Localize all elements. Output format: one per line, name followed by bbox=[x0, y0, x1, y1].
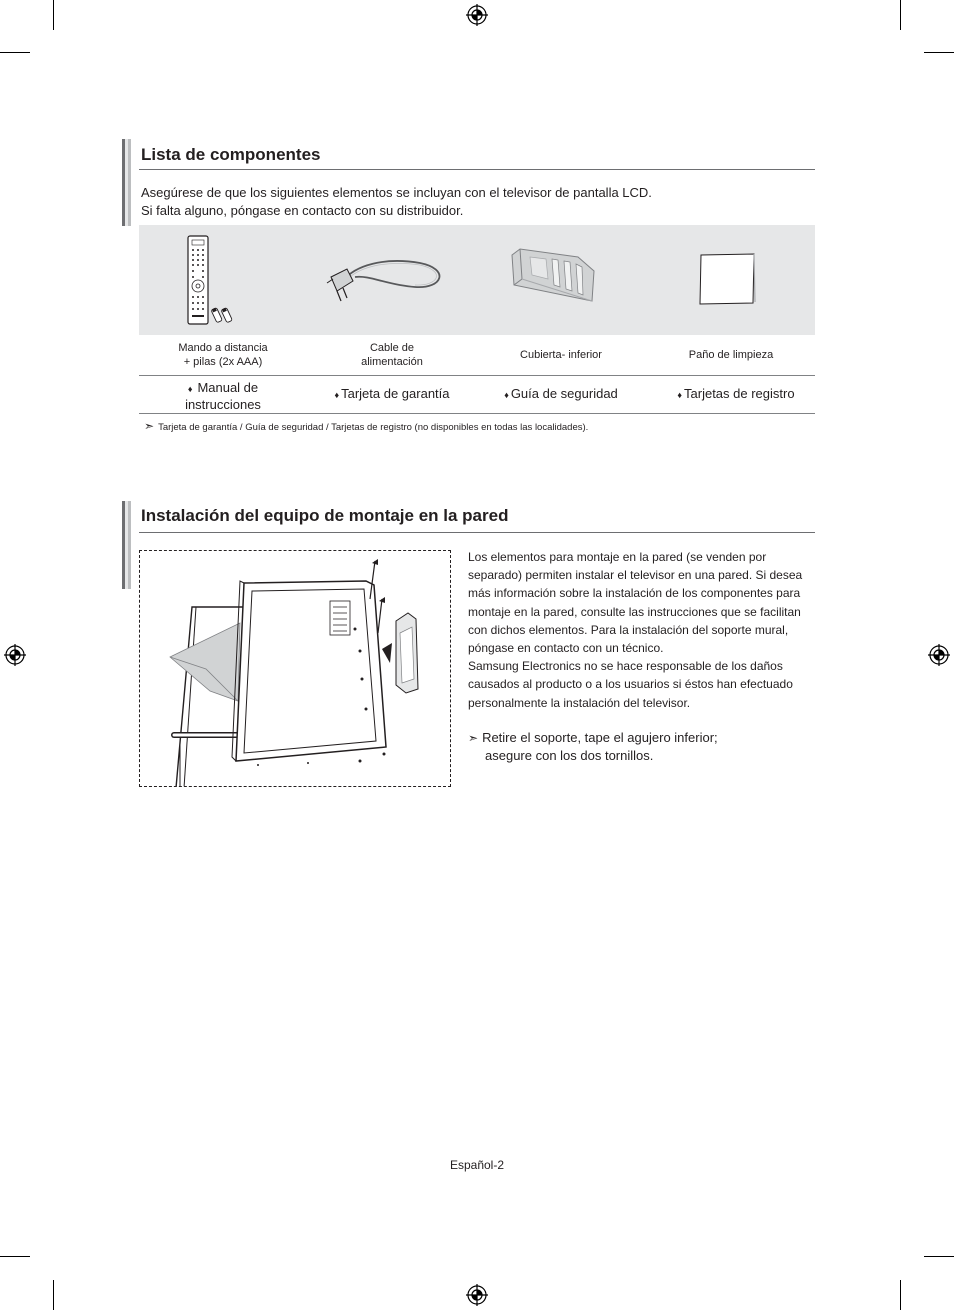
section-marker bbox=[122, 139, 131, 226]
note-arrow-icon: ➣ bbox=[468, 731, 479, 745]
power-cable-icon bbox=[325, 255, 447, 303]
caption-line: Paño de limpieza bbox=[688, 349, 774, 361]
document-item bbox=[481, 386, 641, 403]
table-rule bbox=[139, 413, 815, 414]
caption-line: + pilas (2x AAA) bbox=[183, 356, 263, 368]
intro-text bbox=[141, 184, 652, 220]
section-rule bbox=[139, 532, 815, 533]
availability-note bbox=[144, 419, 588, 433]
note-text: Tarjeta de garantía / Guía de seguridad / Tarjetas de registro (no disponibles en todas las localidades). bbox=[158, 422, 589, 433]
cleaning-cloth-icon bbox=[698, 252, 758, 306]
section-title: Lista de componentes bbox=[141, 145, 321, 164]
document-label: instrucciones bbox=[185, 397, 261, 412]
caption-line: Mando a distancia bbox=[178, 342, 268, 354]
page-number: Español-2 bbox=[449, 1158, 505, 1172]
bullet-icon: ♦ bbox=[187, 384, 193, 394]
crop-mark bbox=[900, 1280, 901, 1310]
registration-mark-icon bbox=[4, 644, 26, 666]
bullet-icon: ♦ bbox=[677, 390, 683, 400]
crop-mark bbox=[924, 52, 954, 53]
crop-mark bbox=[53, 0, 54, 30]
intro-line: Si falta alguno, póngase en contacto con su distribuidor. bbox=[141, 203, 464, 218]
crop-mark bbox=[0, 52, 30, 53]
crop-mark bbox=[924, 1256, 954, 1257]
component-caption bbox=[312, 341, 472, 369]
paragraph: Los elementos para montaje en la pared (se venden por separado) permiten instalar el televisor en una pared. Si desea más información sobre la instalación de los componentes para montaje en la pared, consulte las instrucciones que se facilitan con dichos elementos. Para la instalación del soporte mural, póngase en contacto con un técnico. bbox=[468, 550, 803, 656]
bullet-icon: ♦ bbox=[504, 390, 509, 400]
registration-mark-icon bbox=[466, 4, 488, 26]
section-rule bbox=[139, 169, 815, 170]
mount-note bbox=[468, 729, 718, 765]
component-caption bbox=[651, 348, 811, 362]
remote-control-icon bbox=[184, 235, 240, 327]
component-caption bbox=[481, 348, 641, 362]
document-item bbox=[651, 386, 821, 403]
paragraph: Samsung Electronics no se hace responsable de los daños causados al producto o a los usuarios si éstos han efectuado personalmente la instalación del televisor. bbox=[468, 659, 793, 710]
note-arrow-icon: ➣ bbox=[144, 419, 155, 433]
crop-mark bbox=[0, 1256, 30, 1257]
document-item bbox=[143, 380, 303, 413]
tv-wall-mount-diagram-icon bbox=[140, 551, 450, 786]
note-text: Retire el soporte, tape el agujero inferior; bbox=[482, 730, 718, 745]
section-marker bbox=[122, 501, 131, 589]
bottom-cover-icon bbox=[508, 245, 604, 307]
caption-line: alimentación bbox=[361, 356, 423, 368]
registration-mark-icon bbox=[466, 1284, 488, 1306]
crop-mark bbox=[900, 0, 901, 30]
caption-line: Cubierta- inferior bbox=[520, 349, 602, 361]
table-rule bbox=[139, 375, 815, 376]
document-label: Tarjetas de registro bbox=[684, 386, 795, 401]
document-label: ♦ Manual de bbox=[187, 380, 259, 395]
wall-mount-illustration bbox=[139, 550, 451, 787]
registration-mark-icon bbox=[928, 644, 950, 666]
document-label: Tarjeta de garantía bbox=[341, 386, 450, 401]
intro-line: Asegúrese de que los siguientes elementos se incluyan con el televisor de pantalla LCD. bbox=[141, 185, 652, 200]
document-item bbox=[312, 386, 472, 403]
section-title: Instalación del equipo de montaje en la pared bbox=[141, 506, 509, 525]
note-text: asegure con los dos tornillos. bbox=[485, 748, 654, 763]
component-caption bbox=[143, 341, 303, 369]
wall-mount-description bbox=[468, 548, 816, 712]
bullet-icon: ♦ bbox=[334, 390, 340, 400]
document-label: Guía de seguridad bbox=[510, 386, 618, 401]
crop-mark bbox=[53, 1280, 54, 1310]
caption-line: Cable de bbox=[369, 342, 415, 354]
